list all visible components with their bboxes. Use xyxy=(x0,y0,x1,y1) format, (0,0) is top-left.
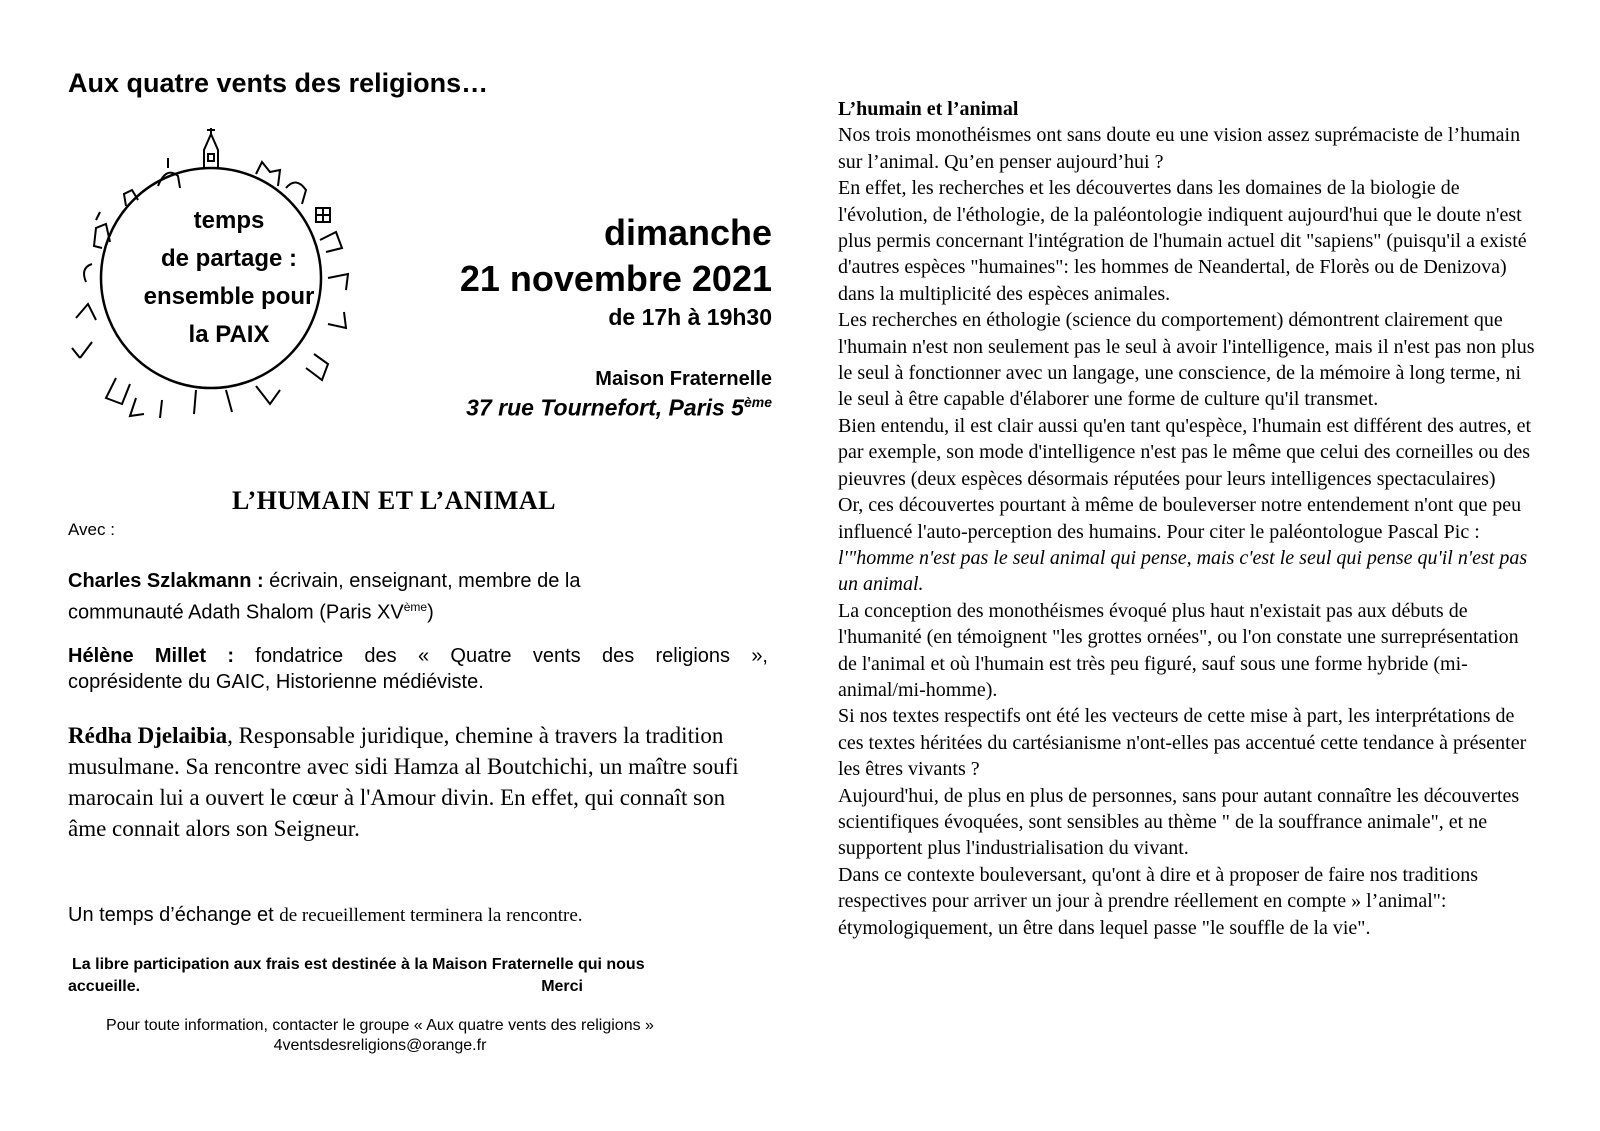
logo-line: temps xyxy=(193,207,265,234)
speaker-line xyxy=(68,643,768,669)
speaker-charles-szlakmann xyxy=(68,568,768,626)
speaker-desc-sup: ème xyxy=(403,600,428,614)
contact-info xyxy=(70,1016,690,1056)
closing-part: de recueillement terminera la rencontre. xyxy=(279,905,583,926)
talk-title: L’HUMAIN ET L’ANIMAL xyxy=(232,486,556,515)
article-paragraph: En effet, les recherches et les découvertes dans les domaines de la biologie de l'évolution, de l'éthologie, de la paléontologie indiquent aujourd'hui que le doute n'est plus permis concernant l'intégration de l'humain actuel dit "sapiens" (puisqu'il a existé d'autres espèces "humaines": les hommes de Neandertal, de Florès ou de Denizova) dans la multiplicité des espèces animales. xyxy=(838,177,1527,305)
speaker-desc: , Responsable juridique, chemine à travers la tradition musulmane. Sa rencontre avec sidi Hamza al Boutchichi, un maître soufi marocain lui a ouvert le cœur à l'Amour divin. En effet, qui connaît son âme connait alors son Seigneur. xyxy=(68,723,739,841)
with-label: Avec : xyxy=(68,520,115,539)
venue-address-text: 37 rue Tournefort, Paris 5 xyxy=(466,394,744,421)
article-paragraph: Aujourd'hui, de plus en plus de personnes, sans pour autant connaître les découvertes scientifiques évoquées, sont sensibles au thème " de la souffrance animale", et ne supportent plus l'industrialisation du vivant. xyxy=(838,784,1520,860)
closing-note xyxy=(68,904,583,927)
venue-address xyxy=(466,394,772,422)
speaker-name: Rédha Djelaibia xyxy=(68,723,228,748)
contact-line: Pour toute information, contacter le groupe « Aux quatre vents des religions » xyxy=(106,1017,654,1034)
logo-line: de partage : xyxy=(160,245,298,272)
speaker-name: Hélène Millet : xyxy=(68,645,234,667)
logo-line: ensemble pour xyxy=(143,283,315,310)
logo-text xyxy=(98,202,360,354)
article-paragraph: Si nos textes respectifs ont été les vecteurs de cette mise à part, les interprétations de ces textes héritées du cartésianisme n'ont-elles pas accentué cette tendance à présenter les êtres vivants ? xyxy=(838,705,1527,781)
speaker-desc: ) xyxy=(427,601,434,624)
speaker-desc: fondatrice des « Quatre vents des religions », xyxy=(233,645,768,667)
article-column xyxy=(838,96,1538,941)
article-heading: L’humain et l’animal xyxy=(838,98,1019,120)
speaker-name: Charles Szlakmann : xyxy=(68,570,264,592)
article-paragraph: Dans ce contexte bouleversant, qu'ont à dire et à proposer de faire nos traditions respectives pour arriver un jour à prendre réellement en compte » l’animal": étymologiquement, un être dans lequel passe "le souffle de la vie". xyxy=(838,863,1479,939)
speaker-redha-djelaibia xyxy=(68,720,748,844)
venue-name: Maison Fraternelle xyxy=(595,368,772,390)
logo-line: la PAIX xyxy=(188,321,270,348)
event-day: dimanche xyxy=(603,212,772,253)
article-paragraph xyxy=(838,492,1538,598)
speaker-desc: coprésidente du GAIC, Historienne médiéviste. xyxy=(68,671,484,693)
thanks-text: Merci xyxy=(541,978,583,995)
event-time: de 17h à 19h30 xyxy=(608,304,772,330)
closing-part: Un temps d’échange et xyxy=(68,904,280,926)
event-date: 21 novembre 2021 xyxy=(459,258,772,299)
speaker-desc: communauté Adath Shalom (Paris XV xyxy=(68,601,404,624)
article-paragraph: Les recherches en éthologie (science du comportement) démontrent clairement que l'humain n'est non seulement pas le seul à avoir l'intelligence, mais il n'est pas non plus le seul à fonctionner avec un langage, une conscience, de la mémoire à long terme, ni le seul à être capable d'élaborer une forme de culture qu'il transmet. xyxy=(838,309,1535,411)
speaker-helene-millet xyxy=(68,643,768,695)
article-paragraph: Bien entendu, il est clair aussi qu'en tant qu'espèce, l'humain est différent des autres, et par exemple, son mode d'intelligence n'est pas le même que celui des corneilles ou des pieuvres (deux espèces désormais réputées pour leurs intelligences spectaculaires) xyxy=(838,414,1532,490)
page-title: Aux quatre vents des religions… xyxy=(68,68,489,98)
article-text: Or, ces découvertes pourtant à même de bouleverser notre entendement n'ont que peu influencé l'auto-perception des humains. Pour citer le paléontologue Pascal Pic : xyxy=(838,494,1522,543)
article-quote: l'"homme n'est pas le seul animal qui pense, mais c'est le seul qui pense qu'il n'est pas un animal. xyxy=(838,546,1528,596)
participation-note xyxy=(68,954,768,998)
article-paragraph: Nos trois monothéismes ont sans doute eu une vision assez suprémaciste de l’humain sur l’animal. Qu’en penser aujourd’hui ? xyxy=(838,124,1521,173)
venue-address-sup: ème xyxy=(743,394,772,410)
article-paragraph: La conception des monothéismes évoqué plus haut n'existait pas aux débuts de l'humanité (en témoignent "les grottes ornées", ou l'on constate une surreprésentation de l'animal et où l'humain est très peu figuré, sauf sous une forme hybride (mi-animal/mi-homme). xyxy=(838,599,1519,701)
participation-line: La libre participation aux frais est destinée à la Maison Fraternelle qui nous xyxy=(72,956,645,973)
contact-email[interactable]: 4ventsdesreligions@orange.fr xyxy=(273,1037,487,1054)
participation-line: accueille. xyxy=(68,978,141,995)
participation-row xyxy=(68,976,583,998)
speaker-desc: écrivain, enseignant, membre de la xyxy=(263,570,581,592)
